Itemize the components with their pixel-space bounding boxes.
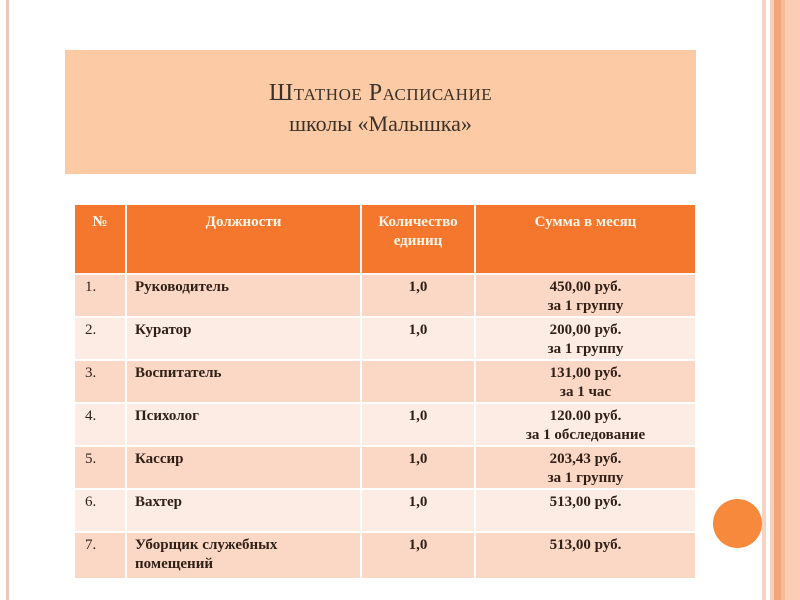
position-cell: Уборщик служебных помещений [127, 533, 362, 578]
left-accent-line [6, 0, 9, 600]
position-cell: Куратор [127, 318, 362, 359]
sum-cell [476, 533, 695, 578]
table-row [75, 275, 695, 318]
sum-value: 120.00 руб. [549, 408, 622, 424]
table-row [75, 318, 695, 361]
sum-note: за 1 группу [547, 298, 624, 314]
table-header-row [75, 205, 695, 275]
row-number-cell: 7. [75, 533, 127, 578]
row-number-cell: 4. [75, 404, 127, 445]
sum-note: за 1 группу [547, 470, 624, 486]
row-number-cell: 3. [75, 361, 127, 402]
column-header-number: № [75, 205, 127, 273]
quantity-cell: 1,0 [362, 533, 476, 578]
sum-value: 450,00 руб. [549, 279, 622, 295]
column-header-position: Должности [127, 205, 362, 273]
position-cell: Кассир [127, 447, 362, 488]
table-body [75, 275, 695, 578]
staffing-table [75, 205, 695, 578]
table-row [75, 533, 695, 578]
quantity-cell: 1,0 [362, 490, 476, 531]
row-number-cell: 1. [75, 275, 127, 316]
sum-note: за 1 час [559, 384, 612, 400]
right-stripe [785, 0, 800, 600]
decor-circle [713, 499, 762, 548]
position-cell: Воспитатель [127, 361, 362, 402]
sum-cell [476, 318, 695, 359]
sum-cell [476, 490, 695, 531]
row-number-cell: 2. [75, 318, 127, 359]
table-row [75, 490, 695, 533]
table-row [75, 361, 695, 404]
slide-subtitle: школы «Малышка» [289, 111, 472, 136]
row-number-cell: 5. [75, 447, 127, 488]
table-row [75, 404, 695, 447]
sum-value: 203,43 руб. [549, 451, 622, 467]
position-cell: Руководитель [127, 275, 362, 316]
quantity-cell: 1,0 [362, 318, 476, 359]
quantity-cell: 1,0 [362, 275, 476, 316]
table-row [75, 447, 695, 490]
sum-note: за 1 обследование [525, 427, 646, 443]
position-cell: Вахтер [127, 490, 362, 531]
right-stripe [774, 0, 781, 600]
position-cell: Психолог [127, 404, 362, 445]
column-header-sum: Сумма в месяц [534, 214, 637, 230]
sum-cell [476, 447, 695, 488]
column-header-quantity: Количество единиц [362, 205, 476, 273]
sum-value: 513,00 руб. [549, 537, 622, 553]
slide-title-box [65, 50, 696, 174]
sum-note: за 1 группу [547, 341, 624, 357]
sum-cell [476, 361, 695, 402]
row-number-cell: 6. [75, 490, 127, 531]
quantity-cell: 1,0 [362, 404, 476, 445]
sum-cell [476, 275, 695, 316]
sum-cell [476, 404, 695, 445]
quantity-cell: 1,0 [362, 447, 476, 488]
sum-value: 131,00 руб. [549, 365, 622, 381]
sum-value: 513,00 руб. [549, 494, 622, 510]
right-stripe [762, 0, 766, 600]
slide-title: Штатное Расписание [268, 80, 493, 106]
sum-value: 200,00 руб. [549, 322, 622, 338]
quantity-cell [362, 361, 476, 402]
